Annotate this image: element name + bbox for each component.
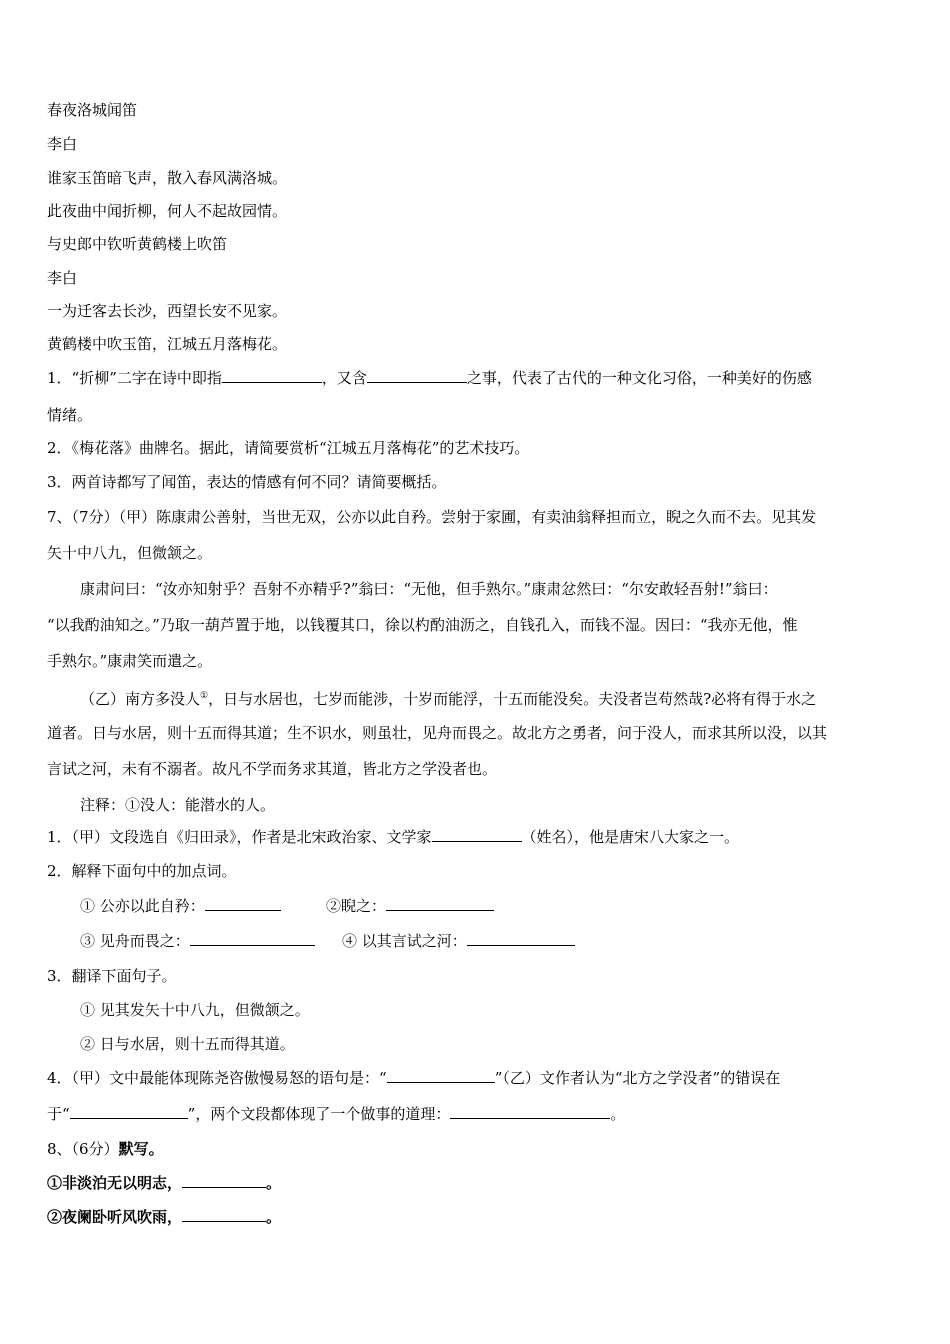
- q8-line1: [47, 1173, 281, 1193]
- poem2-author: 李白: [47, 269, 78, 287]
- q7-sub4-text-a: 4．（甲）文中最能体现陈尧咨傲慢易怒的语句是：“: [47, 1069, 387, 1087]
- poem1-author: 李白: [47, 135, 78, 153]
- q7-sub2-item4: [342, 931, 575, 951]
- q7-passage-yi-text-a: （乙）南方多没人: [80, 690, 201, 708]
- q7-sub1-text-b: （姓名），他是唐宋八大家之一。: [521, 828, 740, 846]
- q8-line2-text: ②夜阑卧听风吹雨，: [47, 1208, 183, 1226]
- q7-sub4-text-c: 于“: [47, 1105, 70, 1123]
- q8-line1-end: 。: [266, 1174, 282, 1192]
- poem2-line1: 一为迁客去长沙，西望长安不见家。: [47, 302, 288, 320]
- answer-blank[interactable]: [450, 1104, 610, 1119]
- answer-blank[interactable]: [182, 1173, 266, 1188]
- q7-passage-yi-text-b: ，日与水居也，七岁而能涉，十岁而能浮，十五而能没矣。夫没者岂苟然哉?必将有得于水之: [208, 690, 817, 708]
- q7-sub2-item2-label: ②睨之：: [326, 897, 387, 915]
- q6-question2: 2．《梅花落》曲牌名。据此，请简要赏析“江城五月落梅花”的艺术技巧。: [47, 439, 530, 457]
- q7-sub4-text-b: ”（乙）文作者认为“北方之学没者”的错误在: [494, 1069, 781, 1087]
- q6-q1-text-a: 1．“折柳”二字在诗中即指: [47, 369, 222, 387]
- q7-passage-jia-p2-line2: “以我酌油知之。”乃取一葫芦置于地，以钱覆其口，徐以杓酌油沥之，自钱孔入，而钱不湿。因曰：“我亦无他，惟: [47, 616, 798, 634]
- answer-blank[interactable]: [70, 1104, 188, 1119]
- answer-blank[interactable]: [386, 896, 494, 911]
- answer-blank[interactable]: [190, 931, 315, 946]
- answer-blank[interactable]: [467, 931, 575, 946]
- q6-question3: 3．两首诗都写了闻笛，表达的情感有何不同？请简要概括。: [47, 473, 447, 491]
- q7-passage-jia-p2-line3: 手熟尔。”康肃笑而遣之。: [47, 652, 213, 670]
- q7-sub2-item3-label: ③ 见舟而畏之：: [80, 932, 190, 950]
- q7-passage-yi-line1: [80, 686, 816, 709]
- q7-sub2-item1-label: ① 公亦以此自矜：: [80, 897, 205, 915]
- q7-sub4-line1: [47, 1068, 780, 1088]
- answer-blank[interactable]: [205, 896, 281, 911]
- answer-blank[interactable]: [387, 1068, 495, 1083]
- q7-sub2-item2: [326, 896, 494, 916]
- q7-heading-line1: 7、（7分）（甲）陈康肃公善射，当世无双，公亦以此自矜。尝射于家圃，有卖油翁释担而立，睨之久而不去。见其发: [47, 508, 817, 526]
- q7-sub1: [47, 827, 739, 847]
- answer-blank[interactable]: [367, 368, 467, 383]
- q6-q1-text-b: ，又含: [321, 369, 367, 387]
- q8-line2-end: 。: [266, 1208, 282, 1226]
- answer-blank[interactable]: [222, 368, 322, 383]
- q6-q1-text-c: 之事，代表了古代的一种文化习俗，一种美好的伤感: [466, 369, 812, 387]
- q7-passage-jia-p2-line1: 康肃问曰：“汝亦知射乎？吾射不亦精乎?”翁曰：“无他，但手熟尔。”康肃忿然曰：“尔安敢轻吾射!”翁曰：: [80, 580, 778, 598]
- q7-sub2-item4-label: ④ 以其言试之河：: [342, 932, 467, 950]
- footnote-marker: ①: [200, 691, 209, 701]
- q7-sub2: 2．解释下面句中的加点词。: [47, 862, 237, 880]
- q7-sub3-item2: ② 日与水居，则十五而得其道。: [80, 1035, 295, 1053]
- q7-heading-line2: 矢十中八九，但微颔之。: [47, 544, 213, 562]
- q7-sub2-item3: [80, 931, 315, 951]
- poem1-line2: 此夜曲中闻折柳，何人不起故园情。: [47, 202, 288, 220]
- q7-sub2-item1: [80, 896, 281, 916]
- q8-line2: [47, 1207, 281, 1227]
- q8-heading: [47, 1139, 164, 1159]
- answer-blank[interactable]: [182, 1207, 266, 1222]
- q6-question1: [47, 368, 812, 388]
- q7-sub1-text-a: 1．（甲）文段选自《归田录》，作者是北宋政治家、文学家: [47, 828, 432, 846]
- q6-q1-continued: 情绪。: [47, 406, 93, 424]
- poem1-line1: 谁家玉笛暗飞声，散入春风满洛城。: [47, 169, 288, 187]
- q7-sub4-text-e: 。: [610, 1105, 626, 1123]
- poem1-title: 春夜洛城闻笛: [47, 101, 138, 119]
- q7-sub3: 3．翻译下面句子。: [47, 967, 177, 985]
- q7-sub4-text-d: ”，两个文段都体现了一个做事的道理：: [187, 1105, 451, 1123]
- answer-blank[interactable]: [432, 827, 522, 842]
- q7-passage-yi-line3: 言试之河，未有不溺者。故凡不学而务求其道，皆北方之学没者也。: [47, 760, 498, 778]
- q7-footnote: 注释：①没人：能潜水的人。: [80, 796, 276, 814]
- q7-sub3-item1: ① 见其发矢十中八九，但微颔之。: [80, 1001, 310, 1019]
- q7-passage-yi-line2: 道者。日与水居，则十五而得其道；生不识水，则虽壮，见舟而畏之。故北方之勇者，问于没人，而求其所以没，以其: [47, 724, 828, 742]
- q8-heading-number: 8、（6分）: [47, 1140, 119, 1158]
- poem2-title: 与史郎中钦听黄鹤楼上吹笛: [47, 235, 228, 253]
- poem2-line2: 黄鹤楼中吹玉笛，江城五月落梅花。: [47, 335, 288, 353]
- q8-heading-label: 默写。: [118, 1140, 164, 1158]
- q8-line1-text: ①非淡泊无以明志，: [47, 1174, 183, 1192]
- q7-sub4-line2: [47, 1104, 625, 1124]
